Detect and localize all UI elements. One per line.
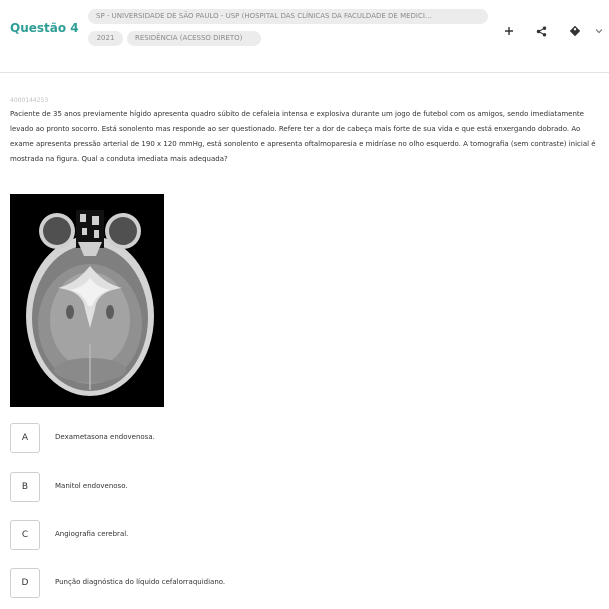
option-letter[interactable]: D [10,568,40,598]
option-text: Punção diagnóstica do líquido cefalorraquidiano. [55,578,226,586]
institution-tag[interactable]: SP - UNIVERSIDADE DE SÃO PAULO - USP (HOSPITAL DAS CLÍNICAS DA FACULDADE DE MEDICI... [88,9,488,24]
brain-ct-illustration [10,194,164,407]
question-id: 4000144253 [10,97,49,104]
option-text: Angiografia cerebral. [55,530,129,538]
question-statement: Paciente de 35 anos previamente hígido apresenta quadro súbito de cefaleia intensa e explosiva durante um jogo de futebol com os amigos, sendo imediatamente levado ao pronto socorro. Está sonolento mas responde ao ser questionado. Refere ter a dor de cabeça mais forte de sua vida e que está enxergando dobrado. Ao exame apresenta pressão arterial de 190 x 120 mmHg, está sonolento e apresenta oftalmoparesia e midríase no olho esquerdo. A tomografia (sem contraste) inicial é mostrada na figura. Qual a conduta imediata mais adequada? [10,110,596,163]
more-button[interactable] [592,24,606,38]
option-letter[interactable]: C [10,520,40,550]
option-c[interactable] [10,520,510,552]
chevron-down-icon [595,28,603,34]
option-text: Manitol endovenoso. [55,482,128,490]
exam-type-tag[interactable]: RESIDÊNCIA (ACESSO DIRETO) [127,31,261,46]
share-icon [536,26,547,37]
share-button[interactable] [534,24,548,38]
option-d[interactable] [10,568,510,600]
tag-icon [569,25,581,37]
plus-icon [504,26,514,36]
add-button[interactable] [502,24,516,38]
option-b[interactable] [10,472,510,504]
year-tag[interactable]: 2021 [88,31,123,46]
option-letter[interactable]: A [10,423,40,453]
ct-scan-image[interactable] [10,194,164,407]
tag-button[interactable] [568,24,582,38]
option-text: Dexametasona endovenosa. [55,433,155,441]
question-header [0,0,609,73]
question-title: Questão 4 [10,21,79,35]
option-a[interactable] [10,423,510,455]
option-letter[interactable]: B [10,472,40,502]
